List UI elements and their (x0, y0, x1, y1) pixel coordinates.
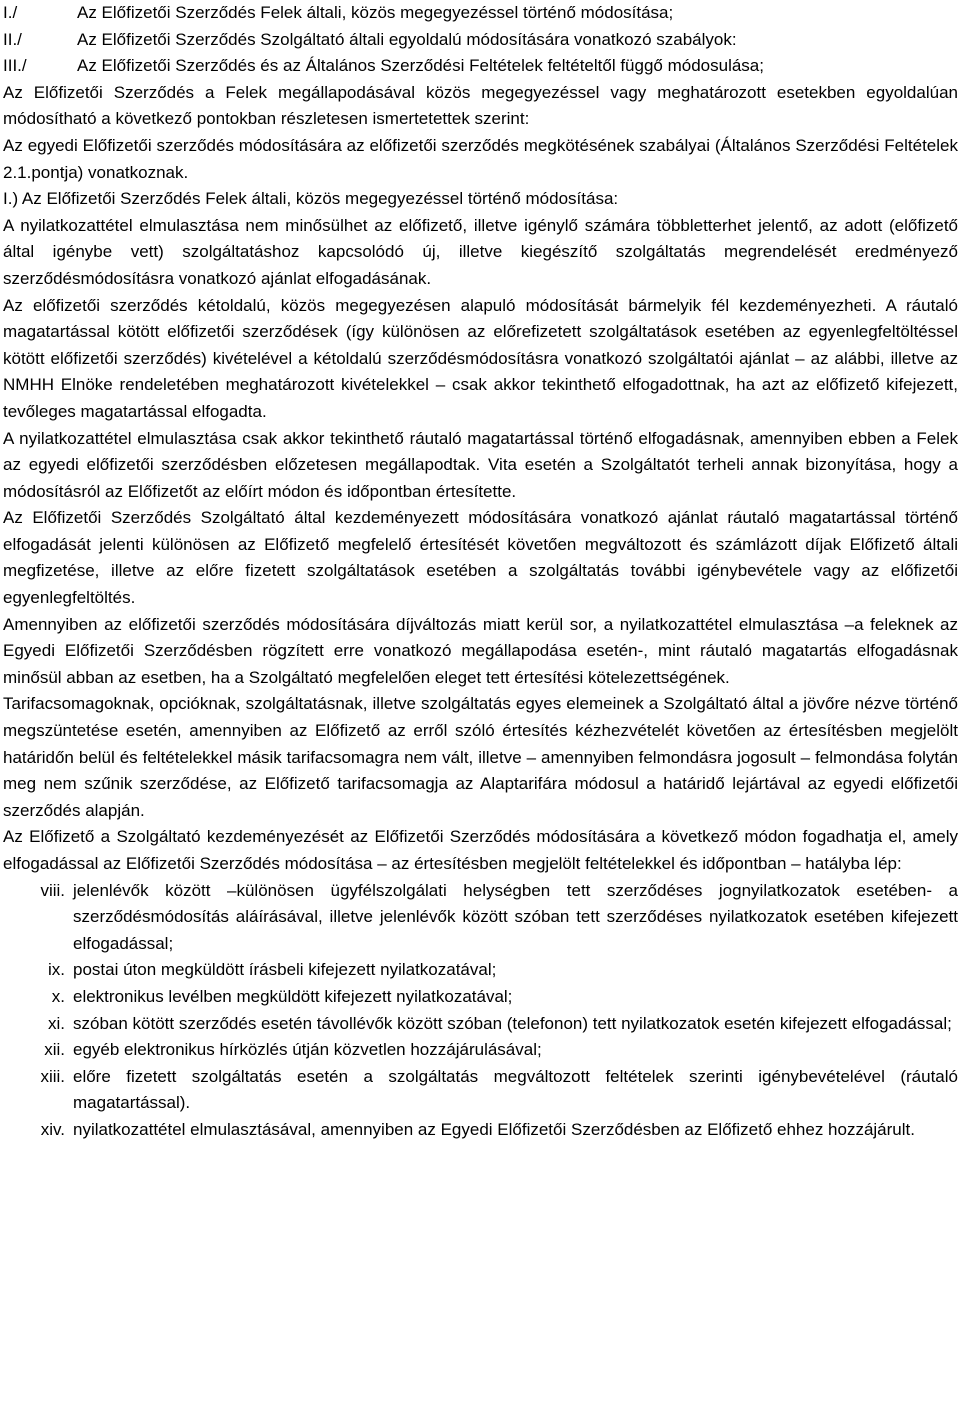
paragraph: A nyilatkozattétel elmulasztása nem minősülhet az előfizető, illetve igénylő számára többletterhet jelentő, az adott (előfizető által igénybe vett) szolgáltatáshoz kapcsolódó új, illetve kiegészítő szolgáltatás megrendelését eredményező szerződésmódosításra vonatkozó ajánlat elfogadásának. (3, 215, 958, 288)
list-text: szóban kötött szerződés esetén távollévők között szóban (telefonon) tett nyilatkozatok esetén kifejezett elfogadással; (73, 1013, 952, 1033)
section-number: II./ (3, 29, 22, 49)
list-number: xii. (44, 1040, 65, 1060)
paragraph: Az előfizetői szerződés kétoldalú, közös megegyezésen alapuló módosítását bármelyik fél kezdeményezheti. A ráutaló magatartással kötött előfizetői szerződések (így különösen az előrefizetett szolgáltatások esetében az egyenlegfeltöltéssel kötött előfizetői szerződés) kivételével a kétoldalú szerződésmódosításra vonatkozó szolgáltatói ajánlat – az alábbi, illetve az NMHH Elnöke rendeletében meghatározott kivételekkel – csak akkor tekinthető elfogadottnak, ha azt az előfizető kifejezett, tevőleges magatartással elfogadta. (3, 295, 958, 421)
section-header-3 (3, 53, 960, 80)
list-number: ix. (48, 960, 65, 980)
list-text: elektronikus levélben megküldött kifejezett nyilatkozatával; (73, 986, 513, 1006)
list-number: viii. (40, 880, 65, 900)
list-number: x. (51, 986, 65, 1006)
list-item (3, 1037, 960, 1064)
paragraph: Az egyedi Előfizetői szerződés módosítására az előfizetői szerződés megkötésének szabályai (Általános Szerződési Feltételek 2.1.pontja) vonatkoznak. (3, 135, 958, 182)
list-text: nyilatkozattétel elmulasztásával, amennyiben az Egyedi Előfizetői Szerződésben az Előfizető ehhez hozzájárult. (73, 1119, 915, 1139)
list-number: xiv. (40, 1119, 65, 1139)
section-header-1 (3, 0, 960, 27)
list-item (3, 1117, 960, 1144)
list-item (3, 1064, 960, 1117)
list-text: előre fizetett szolgáltatás esetén a szolgáltatás megváltozott feltételek szerinti igénybevételével (ráutaló magatartással). (73, 1066, 958, 1113)
list-item (3, 878, 960, 958)
paragraph: Az Előfizető a Szolgáltató kezdeményezését az Előfizetői Szerződés módosítására a következő módon fogadhatja el, amely elfogadással az Előfizetői Szerződés módosítása – az értesítésben megjelölt feltételekkel és időpontban – hatályba lép: (3, 827, 958, 873)
list-item (3, 1011, 960, 1038)
list-text: jelenlévők között –különösen ügyfélszolgálati helységben tett szerződéses jognyilatkozatok esetében- a szerződésmódosítás aláírásával, illetve jelenlévők között szóban tett szerződéses nyilatkozatok esetében kifejezett elfogadással; (73, 880, 958, 953)
list-item (3, 957, 960, 984)
paragraph: Az Előfizetői Szerződés a Felek megállapodásával közös megegyezéssel vagy meghatározott esetekben egyoldalúan módosítható a következő pontokban részletesen ismertetettek szerint: (3, 82, 958, 129)
acceptance-methods-list (3, 878, 960, 1144)
section-number: III./ (3, 56, 27, 76)
list-text: postai úton megküldött írásbeli kifejezett nyilatkozatával; (73, 960, 497, 980)
list-number: xiii. (40, 1066, 65, 1086)
section-title: Az Előfizetői Szerződés és az Általános Szerződési Feltételek feltételtől függő módosulása; (77, 56, 764, 76)
section-title: Az Előfizetői Szerződés Felek általi, közös megegyezéssel történő módosítása; (77, 3, 674, 22)
paragraph: Amennyiben az előfizetői szerződés módosítására díjváltozás miatt kerül sor, a nyilatkozattétel elmulasztása –a feleknek az Egyedi Előfizetői Szerződésben rögzített erre vonatkozó megállapodása esetén-, mint ráutaló magatartás elfogadásnak minősül abban az esetben, ha a Szolgáltató megfelelően eleget tett értesítési kötelezettségének. (3, 614, 958, 687)
paragraph: Az Előfizetői Szerződés Szolgáltató által kezdeményezett módosítására vonatkozó ajánlat ráutaló magatartással történő elfogadását jelenti különösen az Előfizető megfelelő értesítését követően megváltozott és számlázott díjak Előfizető általi megfizetése, illetve az előre fizetett szolgáltatások esetében a szolgáltatás további igénybevétele vagy az előfizetői egyenlegfeltöltés. (3, 508, 958, 608)
paragraph: Tarifacsomagoknak, opcióknak, szolgáltatásnak, illetve szolgáltatás egyes elemeinek a Szolgáltató által a jövőre nézve történő megszüntetése esetén, amennyiben az Előfizető az erről szóló értesítés kézhezvételét követően az értesítésben megjelölt határidőn belül és feltételekkel másik tarifacsomagra nem vált, illetve – amennyiben felmondásra jogosult – felmondása folytán meg nem szűnik szerződése, az Előfizető tarifacsomagja az Alaptarifára módosul a határidő lejártával az egyedi előfizetői szerződés alapján. (3, 694, 958, 820)
section-number: I./ (3, 3, 18, 22)
paragraph: A nyilatkozattétel elmulasztása csak akkor tekinthető ráutaló magatartással történő elfogadásnak, amennyiben ebben a Felek az egyedi előfizetői szerződésben előzetesen megállapodtak. Vita esetén a Szolgáltatót terheli annak bizonyítása, hogy a módosításról az Előfizetőt az előírt módon és időpontban értesítette. (3, 428, 958, 501)
section-title: Az Előfizetői Szerződés Szolgáltató általi egyoldalú módosítására vonatkozó szabályok: (77, 29, 737, 49)
list-item (3, 984, 960, 1011)
section-header-2 (3, 27, 960, 54)
subsection-heading: I.) Az Előfizetői Szerződés Felek általi, közös megegyezéssel történő módosítása: (3, 189, 619, 209)
list-number: xi. (48, 1013, 65, 1033)
list-text: egyéb elektronikus hírközlés útján közvetlen hozzájárulásával; (73, 1040, 542, 1060)
